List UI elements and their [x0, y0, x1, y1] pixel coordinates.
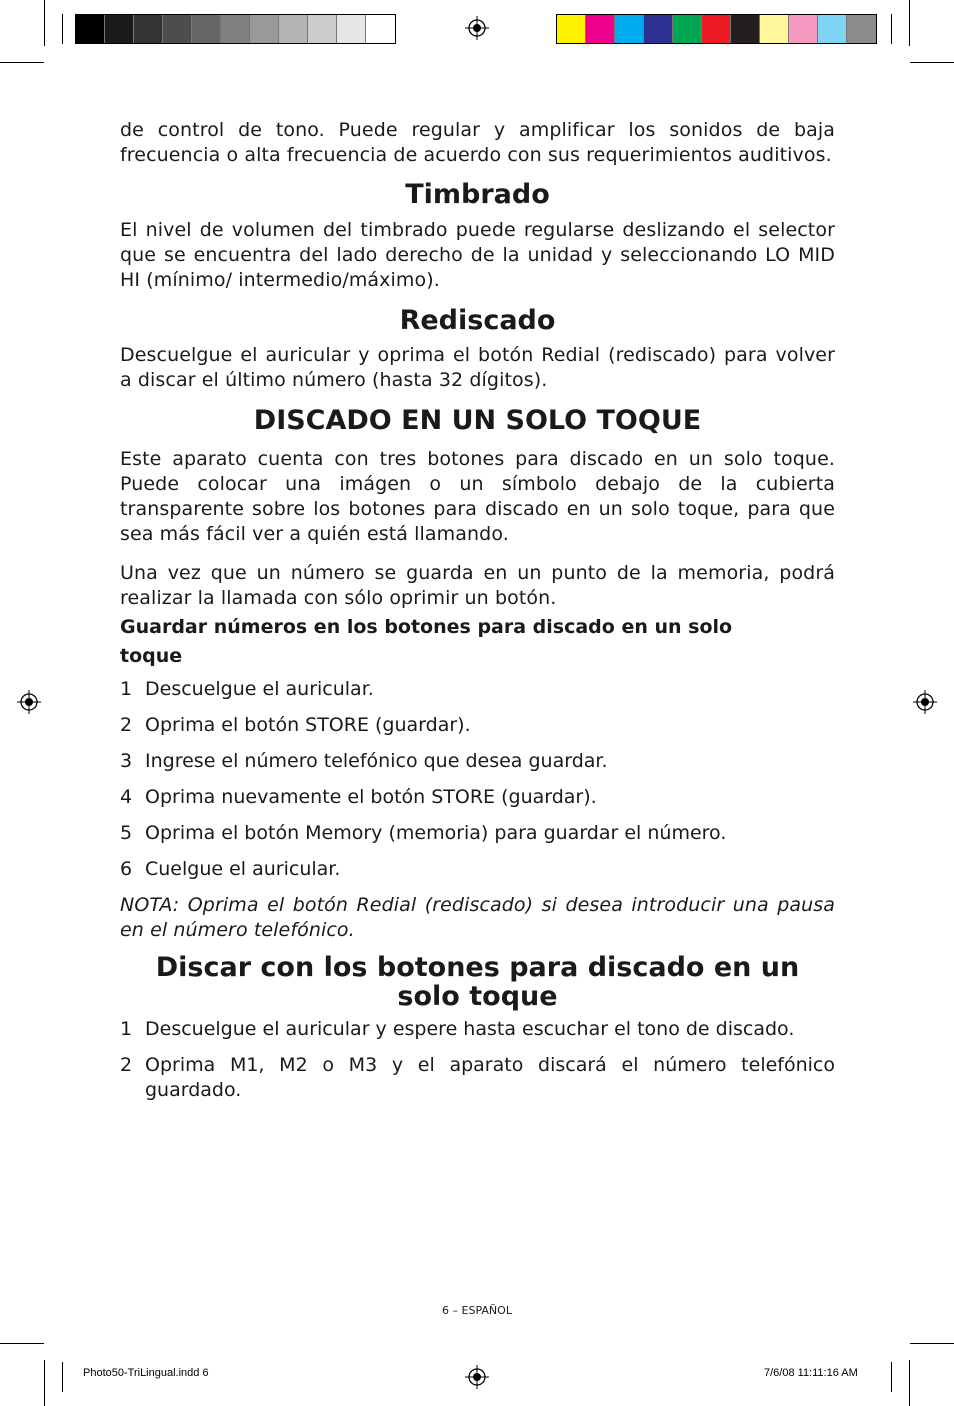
step-number: 3 — [120, 750, 133, 772]
subheading-guardar-numeros: Guardar números en los botones para discado en un solo toque — [120, 616, 733, 667]
registration-mark-icon — [913, 690, 937, 714]
step-number: 6 — [120, 858, 133, 880]
crop-mark — [910, 62, 954, 63]
process-color-bar — [556, 14, 877, 44]
list-item — [120, 821, 835, 846]
crop-mark — [44, 1360, 45, 1406]
color-swatch — [586, 15, 615, 43]
step-text: Oprima el botón STORE (guardar). — [145, 714, 471, 736]
step-number: 4 — [120, 786, 133, 808]
list-item — [120, 713, 835, 738]
color-swatch — [673, 15, 702, 43]
crop-mark — [891, 14, 892, 44]
list-item — [120, 857, 835, 882]
color-swatch — [702, 15, 731, 43]
timbrado-paragraph: El nivel de volumen del timbrado puede regularse deslizando el selector que se encuentra del lado derecho de la unidad y seleccionando LO MID HI (mínimo/ intermedio/máximo). — [120, 219, 835, 291]
color-swatch — [557, 15, 586, 43]
registration-mark-icon — [465, 16, 489, 40]
step-text: Ingrese el número telefónico que desea guardar. — [145, 750, 608, 772]
crop-mark — [44, 0, 45, 46]
step-text: Oprima nuevamente el botón STORE (guardar). — [145, 786, 597, 808]
color-swatch — [337, 15, 366, 43]
slug-file-name: Photo50-TriLingual.indd 6 — [83, 1367, 209, 1379]
list-item — [120, 785, 835, 810]
color-swatch — [760, 15, 789, 43]
list-item — [120, 1053, 835, 1103]
list-item — [120, 677, 835, 702]
registration-mark-icon — [17, 690, 41, 714]
slug-timestamp: 7/6/08 11:11:16 AM — [764, 1367, 858, 1379]
dial-steps-list — [120, 1017, 835, 1103]
crop-mark — [891, 1362, 892, 1392]
step-text: Cuelgue el auricular. — [145, 858, 341, 880]
color-swatch — [366, 15, 395, 43]
step-text: Descuelgue el auricular. — [145, 678, 374, 700]
list-item — [120, 749, 835, 774]
step-number: 5 — [120, 822, 133, 844]
intro-paragraph: de control de tono. Puede regular y amplificar los sonidos de baja frecuencia o alta frecuencia de acuerdo con sus requerimientos auditivos. — [120, 119, 835, 166]
crop-mark — [0, 62, 44, 63]
nota-paragraph: NOTA: Oprima el botón Redial (rediscado) si desea introducir una pausa en el número telefónico. — [120, 894, 835, 941]
crop-mark — [62, 14, 63, 44]
crop-mark — [0, 1343, 44, 1344]
color-swatch — [221, 15, 250, 43]
crop-mark — [909, 0, 910, 46]
step-number: 2 — [120, 714, 133, 736]
step-number: 1 — [120, 1018, 133, 1040]
color-swatch — [308, 15, 337, 43]
color-swatch — [731, 15, 760, 43]
discado-paragraph-1: Este aparato cuenta con tres botones para discado en un solo toque. Puede colocar una imágen o un símbolo debajo de la cubierta transparente sobre los botones para discado en un solo toque, para que sea más fácil ver a quién está llamando. — [120, 448, 835, 545]
step-text: Oprima el botón Memory (memoria) para guardar el número. — [145, 822, 727, 844]
color-swatch — [615, 15, 644, 43]
heading-timbrado: Timbrado — [405, 179, 550, 210]
heading-rediscado: Rediscado — [399, 305, 556, 336]
page-number-footer: 6 – ESPAÑOL — [442, 1304, 512, 1317]
heading-discar-con-los-botones: Discar con los botones para discado en un solo toque — [155, 952, 800, 1012]
color-swatch — [250, 15, 279, 43]
step-text: Descuelgue el auricular y espere hasta escuchar el tono de discado. — [145, 1018, 795, 1040]
registration-mark-icon — [465, 1365, 489, 1389]
step-text: Oprima M1, M2 o M3 y el aparato discará el número telefónico guardado. — [145, 1054, 835, 1101]
grayscale-color-bar — [75, 14, 396, 44]
discado-paragraph-2: Una vez que un número se guarda en un punto de la memoria, podrá realizar la llamada con sólo oprimir un botón. — [120, 562, 835, 609]
color-swatch — [789, 15, 818, 43]
crop-mark — [910, 1343, 954, 1344]
rediscado-paragraph: Descuelgue el auricular y oprima el botón Redial (rediscado) para volver a discar el último número (hasta 32 dígitos). — [120, 344, 835, 391]
color-swatch — [76, 15, 105, 43]
list-item — [120, 1017, 835, 1042]
color-swatch — [105, 15, 134, 43]
crop-mark — [909, 1360, 910, 1406]
color-swatch — [134, 15, 163, 43]
crop-mark — [62, 1362, 63, 1392]
color-swatch — [644, 15, 673, 43]
color-swatch — [818, 15, 847, 43]
color-swatch — [192, 15, 221, 43]
step-number: 2 — [120, 1054, 133, 1076]
store-steps-list — [120, 677, 835, 882]
step-number: 1 — [120, 678, 133, 700]
heading-discado-en-un-solo-toque: DISCADO EN UN SOLO TOQUE — [253, 405, 702, 436]
color-swatch — [847, 15, 876, 43]
page-content — [120, 118, 835, 1103]
color-swatch — [163, 15, 192, 43]
color-swatch — [279, 15, 308, 43]
